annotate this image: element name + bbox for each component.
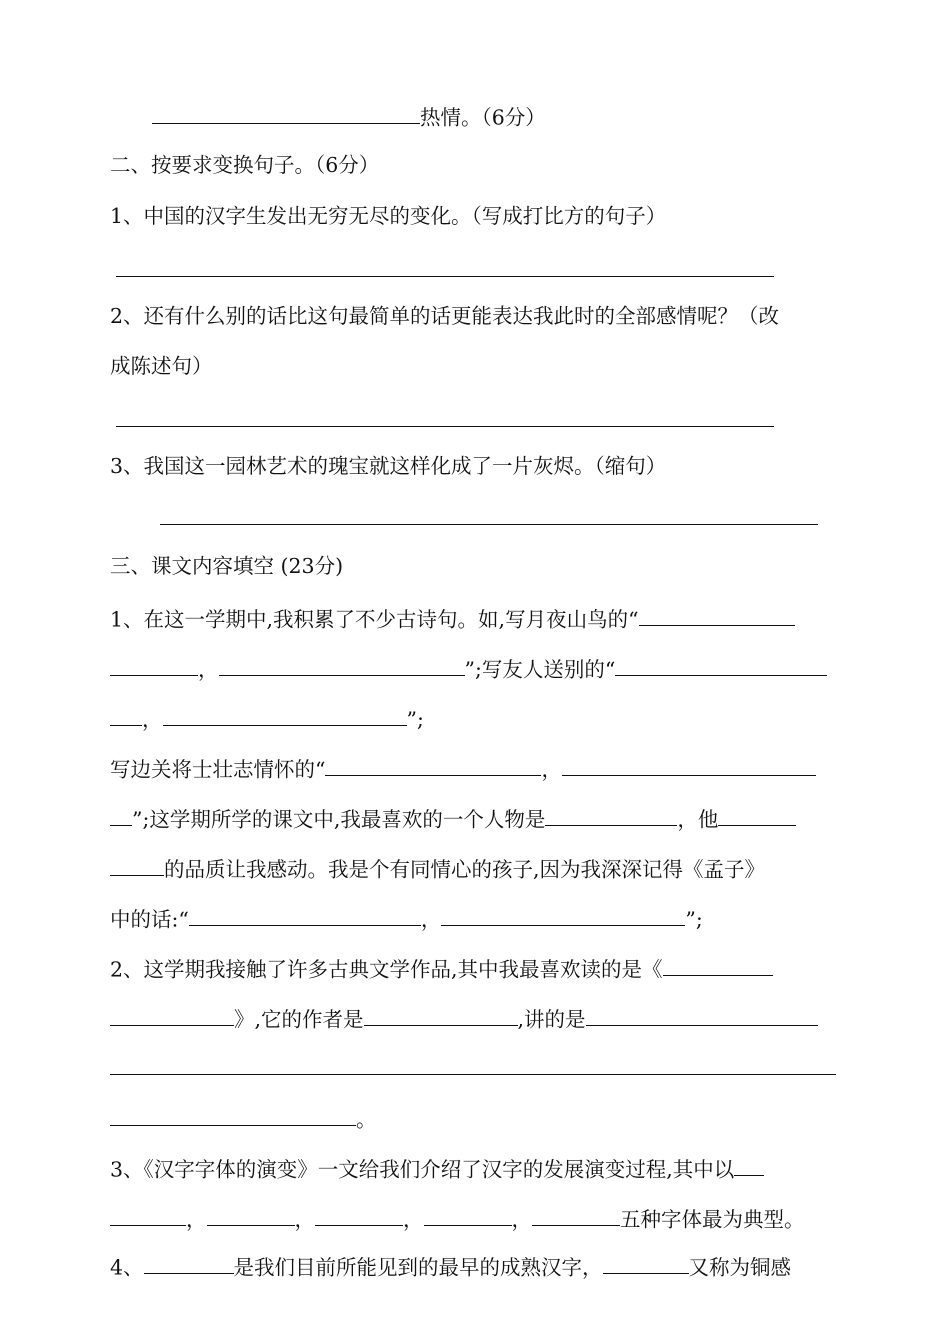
section-3-q4-line1 <box>110 1254 791 1278</box>
section-3-q3-line2 <box>110 1206 805 1230</box>
section-3-q2-line2 <box>110 1006 818 1030</box>
blank[interactable] <box>718 806 796 826</box>
text: 》,它的作者是 <box>234 1007 364 1032</box>
text: ， <box>403 1207 424 1232</box>
answer-line[interactable] <box>116 276 774 277</box>
blank[interactable] <box>562 756 816 776</box>
section-2-q1: 1、中国的汉字生发出无穷无尽的变化。（写成打比方的句子） <box>110 204 667 228</box>
section-3-q1-line3 <box>110 706 424 730</box>
section-2-q2-line2: 成陈述句） <box>110 354 213 378</box>
section-3-q2-line4 <box>110 1106 377 1130</box>
section-2-heading: 二、按要求变换句子。（6分） <box>110 153 380 177</box>
blank[interactable] <box>110 656 198 676</box>
blank[interactable] <box>545 806 677 826</box>
section-3-q1-line6 <box>110 856 765 880</box>
blank[interactable] <box>663 956 773 976</box>
text: 又称为铜感 <box>688 1255 792 1280</box>
section-3-q2-line1 <box>110 956 773 980</box>
text: 中的话:“ <box>110 907 189 932</box>
blank[interactable] <box>639 606 795 626</box>
blank[interactable] <box>734 1156 764 1176</box>
blank[interactable] <box>152 104 420 124</box>
answer-line[interactable] <box>116 426 774 427</box>
blank[interactable] <box>586 1006 818 1026</box>
text: 。 <box>356 1107 377 1132</box>
text: ”;这学期所学的课文中,我最喜欢的一个人物是 <box>132 807 546 832</box>
answer-line[interactable] <box>160 524 818 525</box>
blank[interactable] <box>532 1206 620 1226</box>
blank[interactable] <box>615 656 827 676</box>
blank[interactable] <box>163 706 407 726</box>
text: ， <box>142 707 163 732</box>
text: ， <box>541 757 562 782</box>
top-line-suffix: 热情。（6分） <box>420 105 546 130</box>
text: ， <box>198 657 219 682</box>
text: 1、在这一学期中,我积累了不少古诗句。如,写月夜山鸟的“ <box>110 607 639 632</box>
text: ， <box>294 1207 315 1232</box>
blank[interactable] <box>603 1254 689 1274</box>
blank[interactable] <box>110 1006 234 1026</box>
text: ”; <box>406 707 424 732</box>
section-3-heading: 三、课文内容填空 (23分) <box>110 554 344 578</box>
blank[interactable] <box>325 756 541 776</box>
blank[interactable] <box>207 1206 295 1226</box>
blank[interactable] <box>144 1254 234 1274</box>
text: 写边关将士壮志情怀的“ <box>110 757 326 782</box>
blank[interactable] <box>110 856 164 876</box>
text: ，他 <box>677 807 719 832</box>
text: ”;写友人送别的“ <box>464 657 616 682</box>
blank[interactable] <box>110 1106 356 1126</box>
section-3-q1-line5 <box>110 806 796 830</box>
text: ,讲的是 <box>517 1007 586 1032</box>
text: ”; <box>685 907 703 932</box>
blank[interactable] <box>364 1006 518 1026</box>
section-3-q1-line1 <box>110 606 795 630</box>
blank[interactable] <box>110 806 132 826</box>
section-2-q2-line1: 2、还有什么别的话比这句最简单的话更能表达我此时的全部感情呢？（改 <box>110 304 780 328</box>
section-3-q3-line1 <box>110 1156 764 1180</box>
text: ， <box>420 907 442 932</box>
text: ， <box>511 1207 532 1232</box>
text: 2、这学期我接触了许多古典文学作品,其中我最喜欢读的是《 <box>110 957 663 982</box>
section-2-q3: 3、我国这一园林艺术的瑰宝就这样化成了一片灰烬。（缩句） <box>110 454 667 478</box>
text: 是我们目前所能见到的最早的成熟汉字， <box>233 1255 603 1280</box>
text: ， <box>186 1207 207 1232</box>
text: 五种字体最为典型。 <box>620 1207 805 1232</box>
answer-line[interactable] <box>110 1074 836 1075</box>
blank[interactable] <box>189 906 421 926</box>
blank[interactable] <box>315 1206 403 1226</box>
text: 4、 <box>110 1255 144 1280</box>
blank[interactable] <box>441 906 685 926</box>
section-3-q1-line4 <box>110 756 816 780</box>
blank[interactable] <box>110 706 142 726</box>
blank[interactable] <box>219 656 465 676</box>
top-line <box>152 104 546 128</box>
section-3-q1-line2 <box>110 656 827 680</box>
section-3-q1-line7 <box>110 906 703 930</box>
blank[interactable] <box>110 1206 186 1226</box>
blank[interactable] <box>424 1206 512 1226</box>
text: 的品质让我感动。我是个有同情心的孩子,因为我深深记得《孟子》 <box>164 857 766 882</box>
text: 3、《汉字字体的演变》一文给我们介绍了汉字的发展演变过程,其中以 <box>110 1157 735 1182</box>
